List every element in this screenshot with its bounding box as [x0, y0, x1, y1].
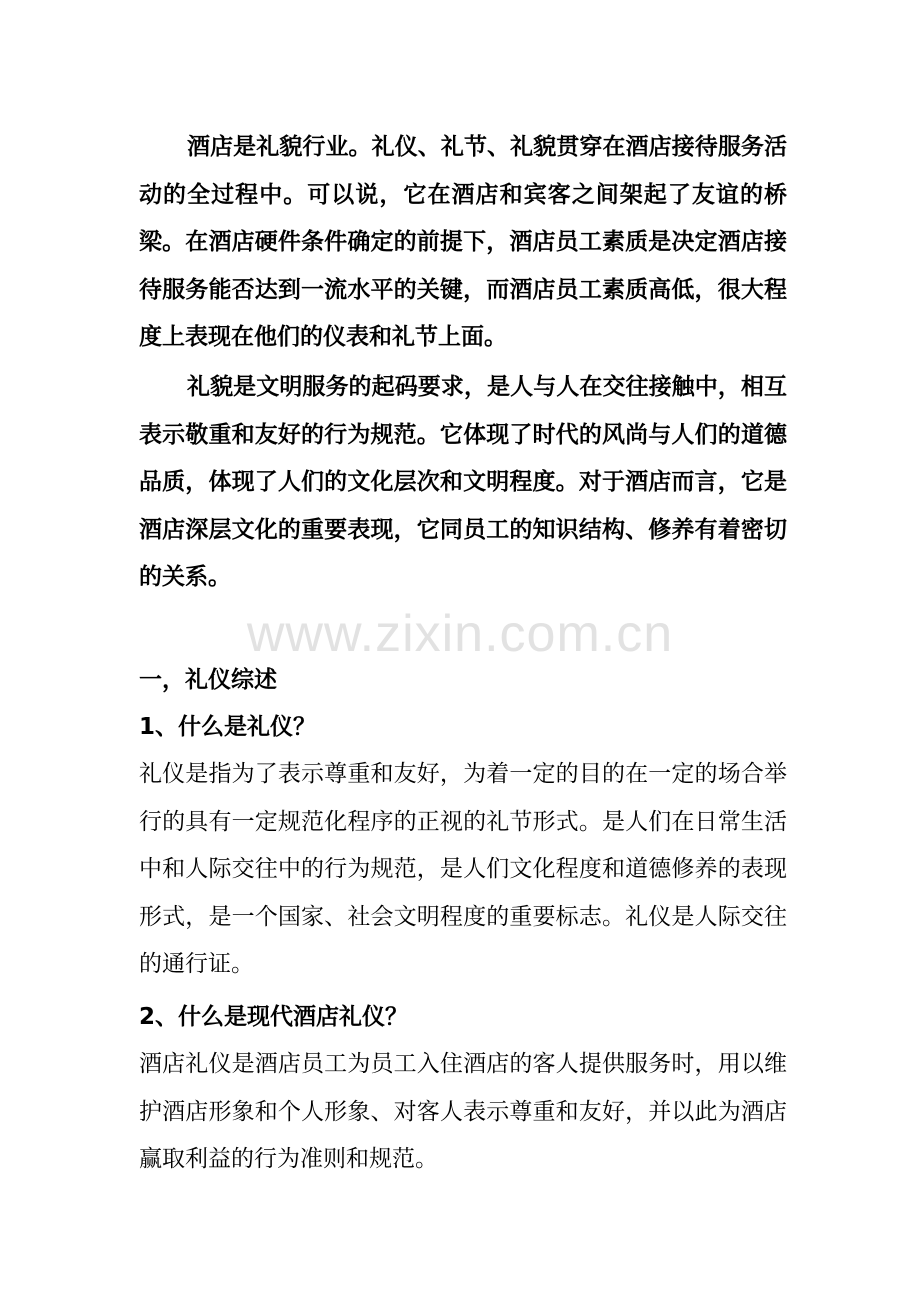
question-1-heading: 1、什么是礼仪？ [139, 714, 317, 740]
intro-paragraph-1: 酒店是礼貌行业。礼仪、礼节、礼貌贯穿在酒店接待服务活动的全过程中。可以说，它在酒店和宾客之间架起了友谊的桥梁。在酒店硬件条件确定的前提下，酒店员工素质是决定酒店接待服务能否达到一流水平的关键，而酒店员工素质高低，很大程度上表现在他们的仪表和礼节上面。 [139, 134, 787, 350]
intro-paragraph-2: 礼貌是文明服务的起码要求，是人与人在交往接触中，相互表示敬重和友好的行为规范。它体现了时代的风尚与人们的道德品质，体现了人们的文化层次和文明程度。对于酒店而言，它是酒店深层文化的重要表现，它同员工的知识结构、修养有着密切的关系。 [139, 374, 787, 590]
watermark: www.zixin.com.cn [246, 605, 674, 663]
question-2-body: 酒店礼仪是酒店员工为员工入住酒店的客人提供服务时，用以维护酒店形象和个人形象、对客人表示尊重和友好，并以此为酒店赢取利益的行为准则和规范。 [139, 1051, 787, 1172]
question-1-body: 礼仪是指为了表示尊重和友好，为着一定的目的在一定的场合举行的具有一定规范化程序的正视的礼节形式。是人们在日常生活中和人际交往中的行为规范，是人们文化程度和道德修养的表现形式，是一个国家、社会文明程度的重要标志。礼仪是人际交往的通行证。 [139, 761, 787, 977]
question-2-heading: 2、什么是现代酒店礼仪？ [139, 1004, 409, 1030]
section-heading: 一，礼仪综述 [139, 667, 277, 693]
